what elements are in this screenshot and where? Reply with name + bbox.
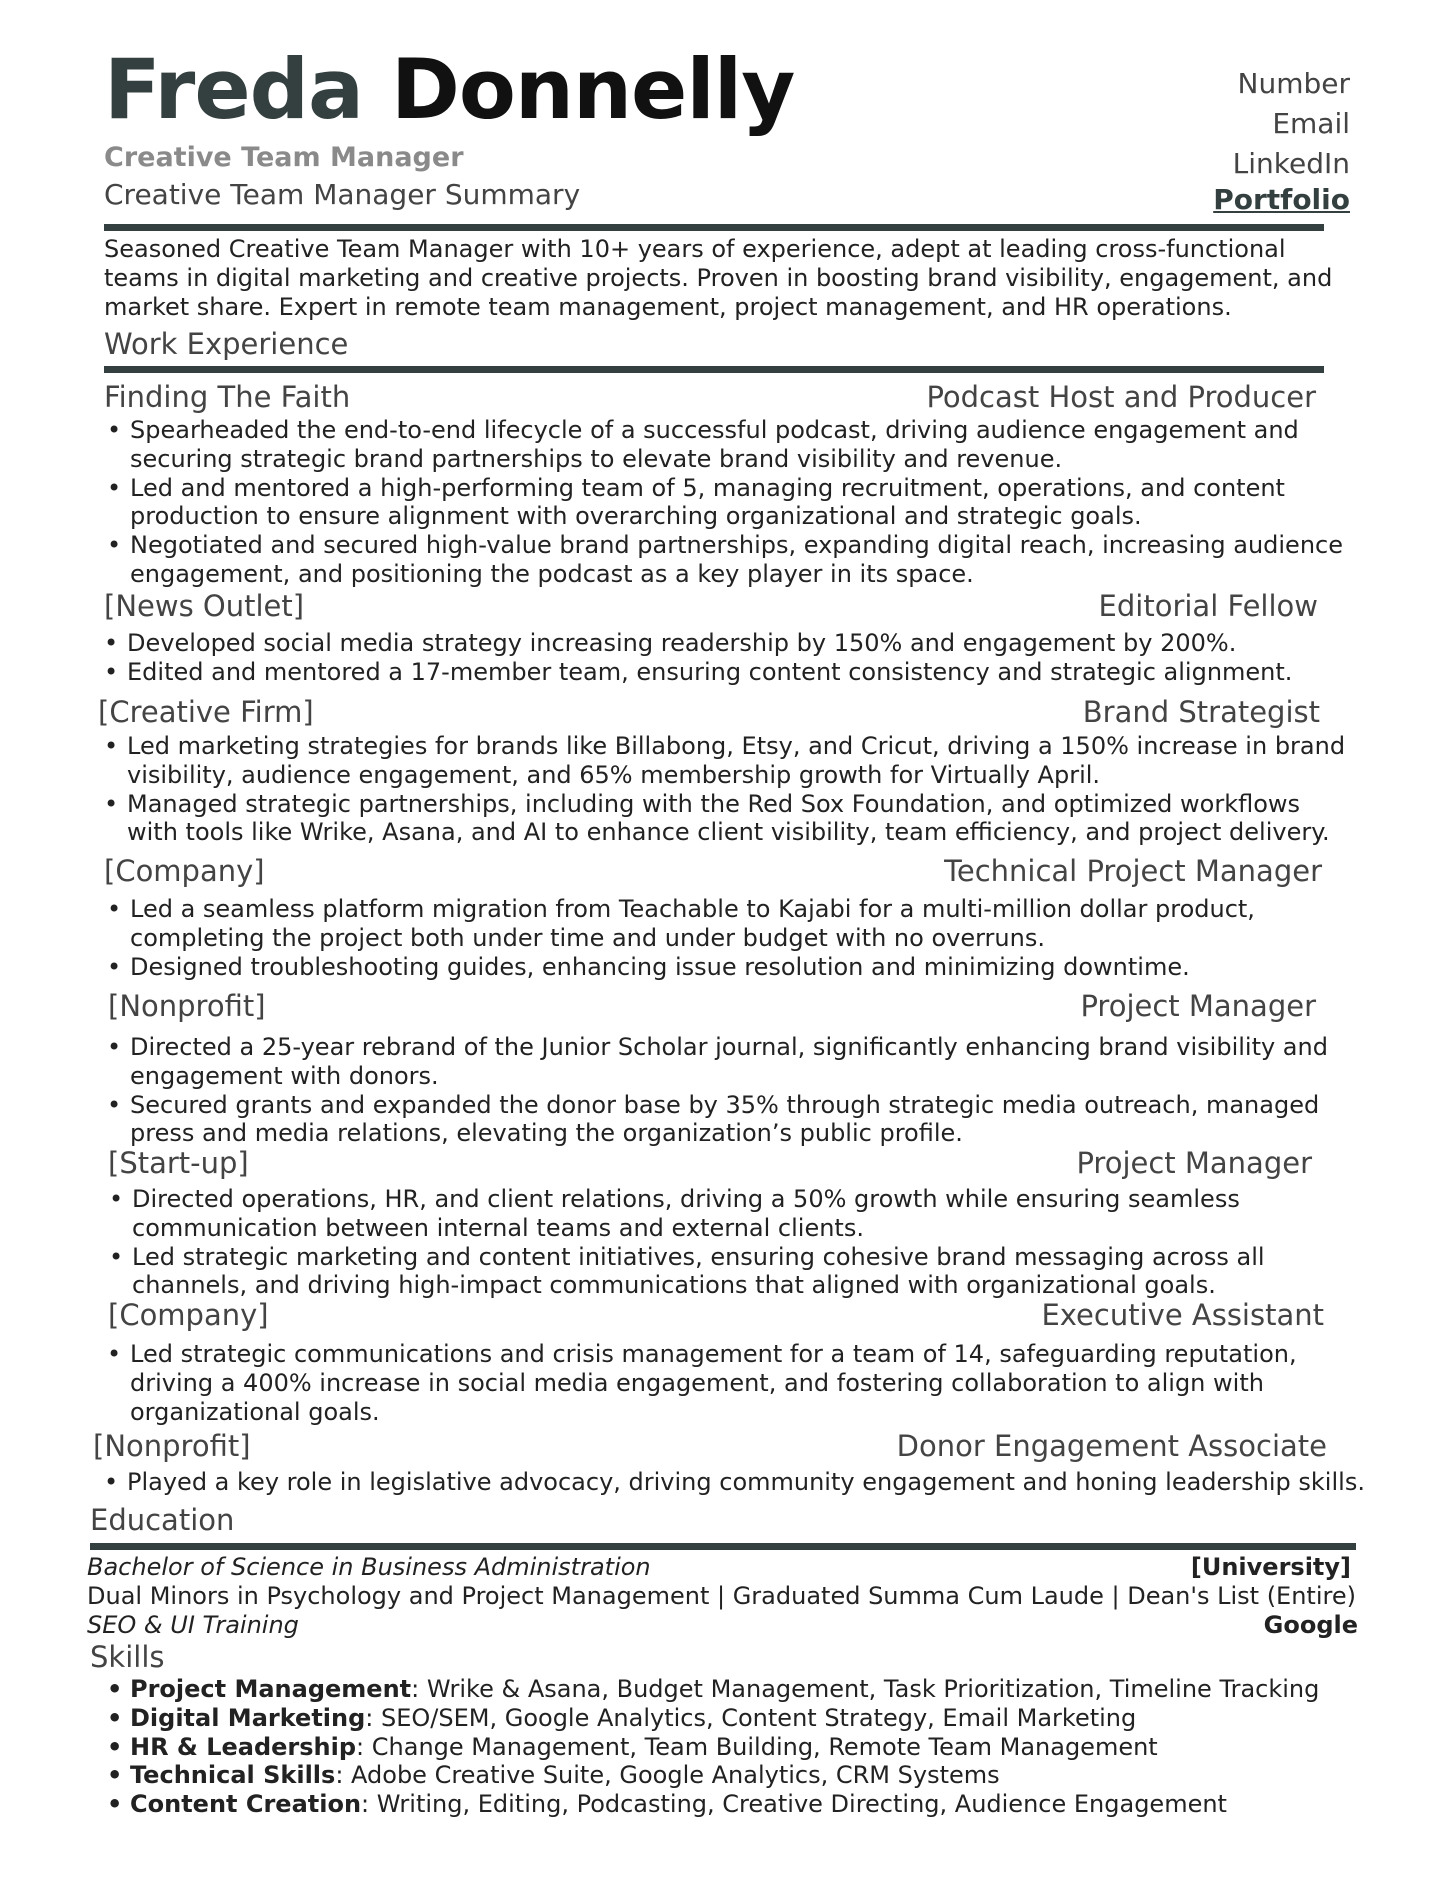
contact-number: Number	[1237, 67, 1350, 100]
training-row	[87, 1611, 1358, 1640]
experience-bullets	[104, 416, 1344, 589]
experience-bullets	[101, 732, 1351, 847]
contact-block	[1213, 64, 1350, 216]
experience-bullet: • Negotiated and secured high-value brand partnerships, expanding digital reach, increasing audience engagement, and positioning the podcast as a key player in its space.	[104, 531, 1344, 589]
experience-bullet: • Led strategic marketing and content initiatives, ensuring cohesive brand messaging across all channels, and driving high-impact communications that aligned with organizational goals.	[106, 1243, 1356, 1301]
experience-header	[104, 380, 1316, 416]
experience-org: [Nonprofit]	[108, 989, 266, 1023]
experience-header	[98, 695, 1320, 731]
skill-label: Project Management	[130, 1675, 412, 1703]
skill-item	[104, 1733, 1354, 1762]
experience-header	[104, 589, 1318, 625]
skill-label: HR & Leadership	[130, 1732, 357, 1761]
experience-header	[93, 1429, 1327, 1465]
contact-email: Email	[1272, 107, 1350, 140]
experience-bullet: • Spearheaded the end-to-end lifecycle of a successful podcast, driving audience engagement and securing strategic brand partnerships to elevate brand visibility and revenue.	[104, 416, 1344, 474]
experience-role: Technical Project Manager	[944, 854, 1322, 888]
experience-org: Finding The Faith	[104, 380, 351, 414]
experience-bullets	[104, 895, 1354, 981]
work-experience-heading: Work Experience	[104, 327, 349, 361]
experience-bullets	[104, 1033, 1354, 1148]
education-divider	[90, 1543, 1356, 1550]
experience-header	[108, 1146, 1312, 1182]
skills-heading: Skills	[90, 1640, 165, 1674]
experience-role: Donor Engagement Associate	[896, 1429, 1327, 1463]
experience-header	[108, 989, 1316, 1025]
experience-org: [Start-up]	[108, 1146, 249, 1180]
experience-org: [News Outlet]	[104, 589, 305, 623]
first-name: Freda	[104, 41, 364, 138]
experience-bullet: • Led and mentored a high-performing team of 5, managing recruitment, operations, and content production to ensure alignment with overarching organizational and strategic goals.	[104, 474, 1344, 532]
experience-bullets	[101, 1468, 1401, 1497]
resume-header	[104, 40, 1350, 216]
experience-role: Brand Strategist	[1082, 695, 1320, 729]
skill-items: : Adobe Creative Suite, Google Analytics, CRM Systems	[335, 1761, 1000, 1790]
experience-header	[108, 1298, 1324, 1334]
experience-bullet: • Edited and mentored a 17-member team, ensuring content consistency and strategic alignment.	[101, 658, 1351, 687]
summary-text: Seasoned Creative Team Manager with 10+ years of experience, adept at leading cross-functional teams in digital marketing and creative projects. Proven in boosting brand visibility, engagement, and market share. Expert in remote team management, project management, and HR operations.	[104, 235, 1333, 321]
experience-bullet: • Developed social media strategy increasing readership by 150% and engagement by 200%.	[101, 629, 1351, 658]
experience-bullet: • Designed troubleshooting guides, enhancing issue resolution and minimizing downtime.	[104, 953, 1354, 982]
candidate-name	[104, 40, 794, 140]
portfolio-link[interactable]: Portfolio	[1213, 183, 1350, 216]
experience-bullet: • Played a key role in legislative advocacy, driving community engagement and honing leadership skills.	[101, 1468, 1401, 1497]
experience-bullet: • Managed strategic partnerships, including with the Red Sox Foundation, and optimized workflows with tools like Wrike, Asana, and AI to enhance client visibility, team efficiency, and project delivery.	[101, 790, 1351, 848]
experience-org: [Company]	[104, 854, 265, 888]
experience-bullet: • Secured grants and expanded the donor base by 35% through strategic media outreach, managed press and media relations, elevating the organization’s public profile.	[104, 1091, 1354, 1149]
skill-items: : Wrike & Asana, Budget Management, Task Prioritization, Timeline Tracking	[411, 1675, 1320, 1703]
contact-linkedin: LinkedIn	[1232, 147, 1350, 180]
experience-bullet: • Directed operations, HR, and client relations, driving a 50% growth while ensuring seamless communication between internal teams and external clients.	[106, 1185, 1356, 1243]
experience-bullet: • Led strategic communications and crisis management for a team of 14, safeguarding reputation, driving a 400% increase in social media engagement, and fostering collaboration to align with organizational goals.	[104, 1340, 1349, 1426]
skill-items: : Writing, Editing, Podcasting, Creative Directing, Audience Engagement	[361, 1790, 1227, 1819]
skill-item	[104, 1761, 1354, 1790]
skill-label: Digital Marketing	[130, 1703, 366, 1732]
skill-label: Content Creation	[130, 1790, 362, 1819]
skill-item	[104, 1704, 1354, 1733]
experience-role: Project Manager	[1076, 1146, 1312, 1180]
skills-list	[104, 1675, 1354, 1819]
skill-items: : SEO/SEM, Google Analytics, Content Strategy, Email Marketing	[365, 1703, 1137, 1732]
experience-bullet: • Led marketing strategies for brands like Billabong, Etsy, and Cricut, driving a 150% increase in brand visibility, audience engagement, and 65% membership growth for Virtually April.	[101, 732, 1351, 790]
work-divider	[104, 366, 1324, 373]
skill-items: : Change Management, Team Building, Remote Team Management	[356, 1732, 1158, 1761]
skill-label: Technical Skills	[130, 1761, 336, 1790]
education-heading: Education	[90, 1503, 235, 1537]
experience-bullets	[106, 1185, 1356, 1300]
experience-org: [Company]	[108, 1298, 269, 1332]
experience-header	[104, 854, 1322, 890]
degree: Bachelor of Science in Business Administration	[87, 1553, 651, 1581]
training: SEO & UI Training	[87, 1611, 299, 1639]
experience-role: Podcast Host and Producer	[926, 380, 1316, 414]
education-details-row	[87, 1582, 1357, 1611]
summary-title: Creative Team Manager Summary	[104, 178, 581, 211]
summary-divider	[104, 224, 1324, 231]
experience-role: Project Manager	[1080, 989, 1316, 1023]
skill-item	[104, 1675, 1354, 1704]
experience-bullets	[101, 629, 1351, 687]
education-degree-row	[87, 1553, 1351, 1582]
experience-bullet: • Led a seamless platform migration from Teachable to Kajabi for a multi-million dollar product, completing the project both under time and under budget with no overruns.	[104, 895, 1354, 953]
education-details: Dual Minors in Psychology and Project Management | Graduated Summa Cum Laude | Dean's List (Entire)	[87, 1582, 1356, 1610]
skill-item	[104, 1790, 1354, 1819]
experience-role: Editorial Fellow	[1098, 589, 1318, 623]
experience-role: Executive Assistant	[1041, 1298, 1324, 1332]
job-title: Creative Team Manager	[104, 142, 464, 173]
experience-org: [Creative Firm]	[98, 695, 314, 729]
experience-bullets	[104, 1340, 1349, 1426]
experience-bullet: • Directed a 25-year rebrand of the Junior Scholar journal, significantly enhancing brand visibility and engagement with donors.	[104, 1033, 1354, 1091]
university: [University]	[1190, 1553, 1351, 1581]
experience-org: [Nonprofit]	[93, 1429, 251, 1463]
last-name: Donnelly	[390, 41, 795, 138]
training-provider: Google	[1263, 1611, 1358, 1639]
